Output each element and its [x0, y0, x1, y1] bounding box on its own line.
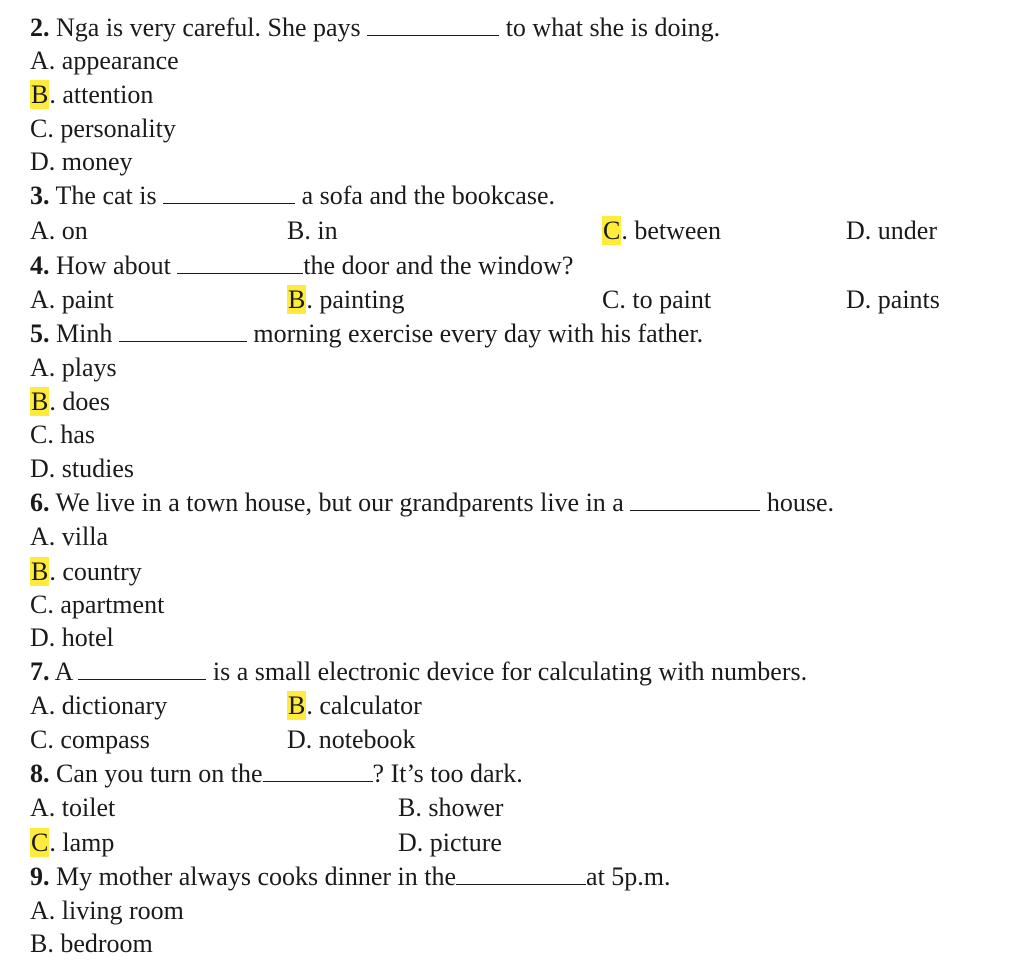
- option-text: . country: [49, 557, 142, 586]
- answer-blank: [263, 759, 373, 782]
- option-letter: D: [846, 285, 865, 314]
- option-6-c: [30, 589, 164, 621]
- option-text: . bedroom: [47, 929, 153, 958]
- option-7-a: [30, 690, 167, 722]
- answer-blank: [456, 862, 586, 885]
- option-text: . has: [47, 420, 96, 449]
- option-letter-highlighted: B: [288, 691, 306, 720]
- question-number: 9.: [30, 862, 50, 891]
- question-number: 2.: [30, 13, 50, 42]
- question-number: 4.: [30, 251, 50, 280]
- option-3-b: [287, 215, 338, 247]
- question-text-before: A: [54, 657, 72, 686]
- option-2-b: [30, 79, 153, 111]
- option-text: . plays: [48, 353, 117, 382]
- option-text: . notebook: [305, 725, 416, 754]
- options-8-row1: [0, 792, 1024, 824]
- option-letter: A: [30, 793, 49, 822]
- option-letter: D: [398, 828, 417, 857]
- option-text: . apartment: [47, 590, 165, 619]
- option-letter: C: [30, 114, 48, 143]
- question-3: [30, 180, 555, 212]
- option-letter: D: [846, 216, 865, 245]
- option-letter: B: [287, 216, 305, 245]
- question-text-after: to what she is doing.: [505, 13, 721, 42]
- option-letter: D: [287, 725, 306, 754]
- option-6-b: [30, 556, 142, 588]
- option-text: . does: [49, 387, 111, 416]
- question-number: 7.: [30, 657, 50, 686]
- option-text: . money: [48, 147, 133, 176]
- options-7-row2: [0, 724, 1024, 756]
- option-7-b: [287, 690, 422, 722]
- option-text: . toilet: [48, 793, 116, 822]
- option-letter: A: [30, 896, 49, 925]
- options-4: [0, 284, 1024, 316]
- option-letter-highlighted: C: [603, 216, 621, 245]
- option-text: . paints: [864, 285, 940, 314]
- option-letter: C: [30, 725, 48, 754]
- option-letter: C: [602, 285, 620, 314]
- option-text: . dictionary: [48, 691, 168, 720]
- option-letter: A: [30, 522, 49, 551]
- option-8-c: [30, 827, 114, 859]
- option-letter: C: [30, 420, 48, 449]
- option-8-b: [398, 792, 503, 824]
- option-text: . on: [48, 216, 88, 245]
- option-letter: D: [30, 147, 49, 176]
- option-letter: D: [30, 454, 49, 483]
- options-7-row1: [0, 690, 1024, 722]
- question-text-after: the door and the window?: [303, 251, 574, 280]
- option-text: . studies: [48, 454, 135, 483]
- question-number: 5.: [30, 319, 50, 348]
- option-text: . picture: [416, 828, 502, 857]
- question-text-before: The cat is: [55, 181, 157, 210]
- option-text: . attention: [49, 80, 154, 109]
- option-text: . paint: [48, 285, 114, 314]
- option-letter: B: [398, 793, 416, 822]
- option-text: . between: [621, 216, 721, 245]
- option-8-a: [30, 792, 115, 824]
- option-text: . villa: [48, 522, 108, 551]
- option-text: . living room: [48, 896, 184, 925]
- answer-blank: [78, 657, 206, 680]
- option-text: . in: [304, 216, 338, 245]
- option-letter: C: [30, 590, 48, 619]
- option-letter: B: [30, 929, 48, 958]
- options-3: [0, 215, 1024, 247]
- question-number: 6.: [30, 488, 50, 517]
- option-9-b: [30, 928, 153, 960]
- option-7-d: [287, 724, 416, 756]
- option-3-d: [846, 215, 937, 247]
- question-text-before: Minh: [56, 319, 113, 348]
- question-text-before: My mother always cooks dinner in the: [56, 862, 457, 891]
- option-text: . under: [864, 216, 937, 245]
- option-2-d: [30, 146, 133, 178]
- option-text: . lamp: [49, 828, 115, 857]
- question-text-before: How about: [56, 251, 171, 280]
- question-text-after: ? It’s too dark.: [372, 759, 523, 788]
- option-4-d: [846, 284, 940, 316]
- option-4-b: [287, 284, 405, 316]
- option-text: . appearance: [48, 46, 179, 75]
- question-7: [30, 656, 807, 688]
- option-letter: A: [30, 216, 49, 245]
- question-4: [30, 250, 573, 282]
- option-6-d: [30, 622, 114, 654]
- option-letter-highlighted: C: [31, 828, 49, 857]
- option-letter: A: [30, 285, 49, 314]
- option-letter: A: [30, 46, 49, 75]
- options-8-row2: [0, 827, 1024, 859]
- answer-blank: [163, 181, 295, 204]
- option-5-a: [30, 352, 117, 384]
- option-4-a: [30, 284, 114, 316]
- question-8: [30, 758, 523, 790]
- option-4-c: [602, 284, 711, 316]
- option-8-d: [398, 827, 502, 859]
- answer-blank: [367, 13, 499, 36]
- question-text-after: a sofa and the bookcase.: [301, 181, 556, 210]
- option-letter-highlighted: B: [288, 285, 306, 314]
- option-text: . painting: [306, 285, 405, 314]
- option-letter: A: [30, 691, 49, 720]
- question-6: [30, 487, 834, 519]
- question-text-after: is a small electronic device for calculating with numbers.: [212, 657, 808, 686]
- answer-blank: [630, 488, 760, 511]
- option-letter: A: [30, 353, 49, 382]
- option-5-d: [30, 453, 134, 485]
- answer-blank: [177, 251, 303, 274]
- question-text-after: house.: [766, 488, 835, 517]
- option-text: . hotel: [48, 623, 114, 652]
- option-text: . shower: [415, 793, 504, 822]
- option-text: . calculator: [306, 691, 422, 720]
- option-3-c: [602, 215, 721, 247]
- question-number: 3.: [30, 181, 50, 210]
- option-text: . personality: [47, 114, 176, 143]
- option-6-a: [30, 521, 108, 553]
- option-letter: D: [30, 623, 49, 652]
- option-7-c: [30, 724, 150, 756]
- option-5-b: [30, 386, 110, 418]
- question-text-after: morning exercise every day with his father.: [253, 319, 704, 348]
- question-text-before: Nga is very careful. She pays: [56, 13, 361, 42]
- option-letter-highlighted: B: [31, 387, 49, 416]
- option-text: . to paint: [619, 285, 712, 314]
- question-2: [30, 12, 720, 44]
- question-9: [30, 861, 671, 893]
- question-number: 8.: [30, 759, 50, 788]
- option-letter-highlighted: B: [31, 557, 49, 586]
- option-5-c: [30, 419, 95, 451]
- option-3-a: [30, 215, 88, 247]
- option-9-a: [30, 895, 184, 927]
- question-text-before: Can you turn on the: [56, 759, 263, 788]
- question-5: [30, 318, 703, 350]
- option-text: . compass: [47, 725, 150, 754]
- option-2-c: [30, 113, 176, 145]
- answer-blank: [119, 319, 247, 342]
- option-letter-highlighted: B: [31, 80, 49, 109]
- option-2-a: [30, 45, 179, 77]
- question-text-after: at 5p.m.: [586, 862, 671, 891]
- question-text-before: We live in a town house, but our grandparents live in a: [55, 488, 624, 517]
